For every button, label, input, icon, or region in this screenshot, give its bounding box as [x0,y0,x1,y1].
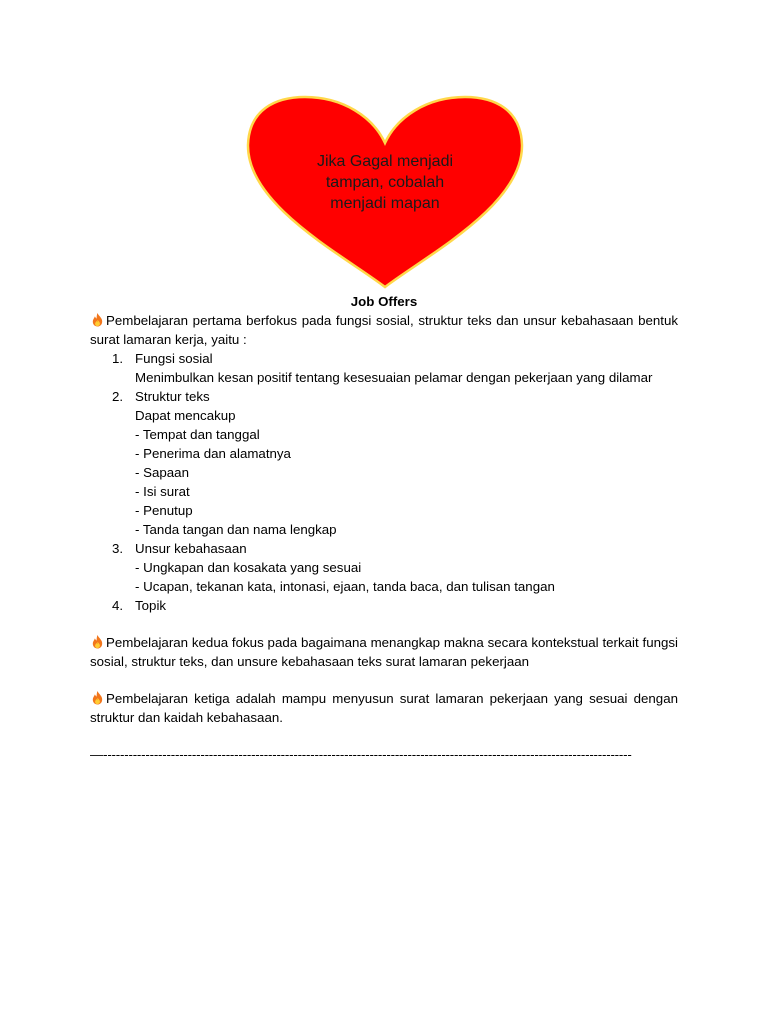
divider-line: —----------------------------------------------------------------------------------------------------------------------------- [90,747,632,762]
list-item-line: - Ungkapan dan kosakata yang sesuai [135,560,362,575]
list-item [90,387,678,539]
fire-icon [90,690,105,705]
document-title: Job Offers [350,294,418,309]
list-item-label: Struktur teks [135,389,210,404]
list-number: 3. [112,541,124,556]
list-item [90,349,678,387]
list-item-label: Unsur kebahasaan [135,541,247,556]
third-paragraph-text: Pembelajaran ketiga adalah mampu menyusun surat lamaran pekerjaan yang sesuai dengan struktur dan kaidah kebahasaan. [90,691,678,725]
list-item-label: Fungsi sosial [135,351,213,366]
list-item-line: - Penutup [135,503,193,518]
list-item-line: - Penerima dan alamatnya [135,446,291,461]
list-item [90,596,678,615]
list-item [90,539,678,596]
paragraph-spacer [90,671,678,689]
fire-icon [90,634,105,649]
list-number: 1. [112,351,124,366]
intro-paragraph [90,311,678,349]
fire-icon [90,312,105,327]
list-item-line: - Ucapan, tekanan kata, intonasi, ejaan, tanda baca, dan tulisan tangan [135,579,555,594]
list-number: 4. [112,598,124,613]
second-paragraph [90,633,678,671]
list-item-line: - Tanda tangan dan nama lengkap [135,522,337,537]
list-number: 2. [112,389,124,404]
list-item-line: - Sapaan [135,465,189,480]
heart-caption [245,151,525,214]
paragraph-spacer [90,727,678,745]
heart-graphic [245,95,525,290]
list-item-line: - Isi surat [135,484,190,499]
list-item-line: - Tempat dan tanggal [135,427,260,442]
heart-caption-line: tampan, cobalah [325,174,445,191]
numbered-list [90,349,678,615]
list-item-line: Dapat mencakup [135,408,236,423]
heart-caption-line: Jika Gagal menjadi [316,153,454,170]
second-paragraph-text: Pembelajaran kedua fokus pada bagaimana menangkap makna secara kontekstual terkait fungsi sosial, struktur teks, dan unsure kebahasaan teks surat lamaran pekerjaan [90,635,678,669]
heart-caption-line: menjadi mapan [330,195,440,212]
list-item-line: Menimbulkan kesan positif tentang kesesuaian pelamar dengan pekerjaan yang dilamar [135,370,653,385]
paragraph-spacer [90,615,678,633]
third-paragraph [90,689,678,727]
document-body [90,292,678,764]
intro-text: Pembelajaran pertama berfokus pada fungsi sosial, struktur teks dan unsur kebahasaan bentuk surat lamaran kerja, yaitu : [90,313,678,347]
list-item-label: Topik [135,598,167,613]
